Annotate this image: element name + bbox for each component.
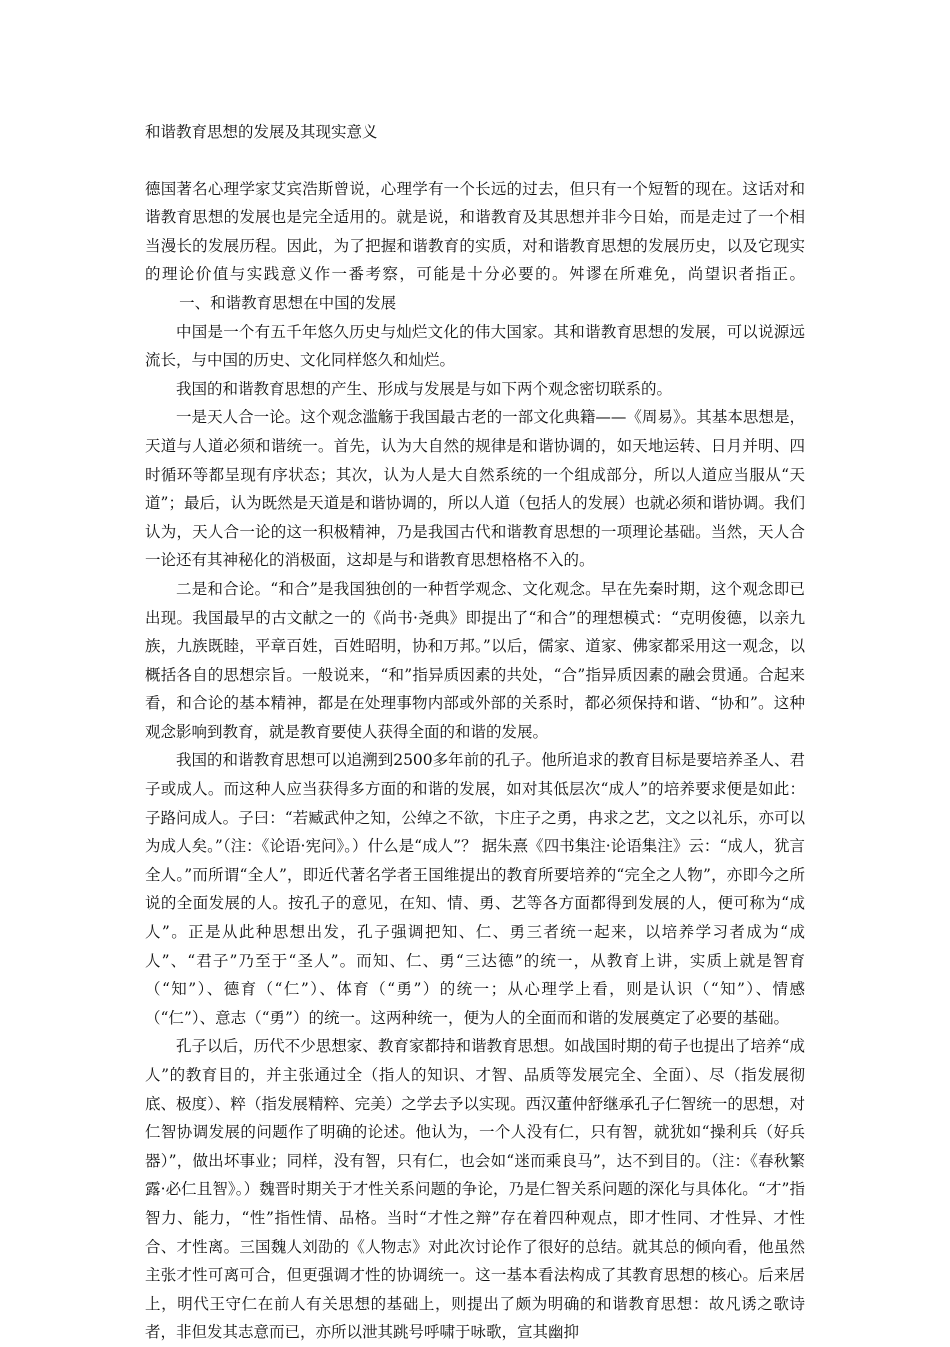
body-paragraph: 中国是一个有五千年悠久历史与灿烂文化的伟大国家。其和谐教育思想的发展，可以说源远流长，与中国的历史、文化同样悠久和灿烂。 bbox=[145, 322, 805, 370]
body-paragraph: 孔子以后，历代不少思想家、教育家都持和谐教育思想。如战国时期的荀子也提出了培养“成人”的教育目的，并主张通过全（指人的知识、才智、品质等发展完全、全面）、尽（指发展彻底、极度）、粹（指发展精粹、完美）之学去予以实现。西汉董仲舒继承孔子仁智统一的思想，对仁智协调发展的问题作了明确的论述。他认为，一个人没有仁，只有智，就犹如“操利兵（好兵器）”，做出坏事业；同样，没有智，只有仁，也会如“迷而乘良马”，达不到目的。（注：《春秋繁露·必仁且智》。）魏晋时期关于才性关系问题的争论，乃是仁智关系问题的深化与具体化。“才”指智力、能力，“性”指性情、品格。当时“才性之辩”存在着四种观点，即才性同、才性异、才性合、才性离。三国魏人刘劭的《人物志》对此次讨论作了很好的总结。就其总的倾向看，他虽然主张才性可离可合，但更强调才性的协调统一。这一基本看法构成了其教育思想的核心。后来居上，明代王守仁在前人有关思想的基础上，则提出了颇为明确的和谐教育思想：故凡诱之歌诗者，非但发其志意而已，亦所以泄其跳号呼啸于咏歌，宣其幽抑 bbox=[145, 1037, 805, 1342]
body-paragraph: 我国的和谐教育思想可以追溯到2500多年前的孔子。他所追求的教育目标是要培养圣人、君子或成人。而这种人应当获得多方面的和谐的发展，如对其低层次“成人”的培养要求便是如此：子路问成人。子曰：“若臧武仲之知，公绰之不欲，卞庄子之勇，冉求之艺，文之以礼乐，亦可以为成人矣。”（注：《论语·宪问》。）什么是“成人”？ 据朱熹《四书集注·论语集注》云：“成人，犹言全人。”而所谓“全人”，即近代著名学者王国维提出的教育所要培养的“完全之人物”，亦即今之所说的全面发展的人。按孔子的意见，在知、情、勇、艺等各方面都得到发展的人，便可称为“成人”。正是从此种思想出发，孔子强调把知、仁、勇三者统一起来，以培养学习者成为“成人”、“君子”乃至于“圣人”。而知、仁、勇“三达德”的统一，从教育上讲，实质上就是智育（“知”）、德育（“仁”）、体育（“勇”）的统一；从心理学上看，则是认识（“知”）、情感（“仁”）、意志（“勇”）的统一。这两种统一，便为人的全面而和谐的发展奠定了必要的基础。 bbox=[145, 751, 805, 1027]
intro-text: 德国著名心理学家艾宾浩斯曾说，心理学有一个长远的过去，但只有一个短暂的现在。这话对和谐教育思想的发展也是完全适用的。就是说，和谐教育及其思想并非今日始，而是走过了一个相当漫长的发展历程。因此，为了把握和谐教育的实质，对和谐教育思想的发展历史，以及它现实的理论价值与实践意义作一番考察，可能是十分必要的。舛谬在所难免，尚望识者指正。 bbox=[145, 179, 805, 284]
document-page bbox=[145, 118, 805, 1347]
intro-paragraph bbox=[145, 175, 805, 318]
body-paragraph: 一是天人合一论。这个观念滥觞于我国最古老的一部文化典籍——《周易》。其基本思想是，天道与人道必须和谐统一。首先，认为大自然的规律是和谐协调的，如天地运转、日月并明、四时循环等都呈现有序状态；其次，认为人是大自然系统的一个组成部分，所以人道应当服从“天道”；最后，认为既然是天道是和谐协调的，所以人道（包括人的发展）也就必须和谐协调。我们认为，天人合一论的这一积极精神，乃是我国古代和谐教育思想的一项理论基础。当然，天人合一论还有其神秘化的消极面，这却是与和谐教育思想格格不入的。 bbox=[145, 408, 805, 570]
document-title: 和谐教育思想的发展及其现实意义 bbox=[145, 123, 378, 141]
body-paragraph: 我国的和谐教育思想的产生、形成与发展是与如下两个观念密切联系的。 bbox=[176, 379, 673, 398]
section-heading: 一、和谐教育思想在中国的发展 bbox=[179, 293, 397, 312]
body-paragraph: 二是和合论。“和合”是我国独创的一种哲学观念、文化观念。早在先秦时期，这个观念即已出现。我国最早的古文献之一的《尚书·尧典》即提出了“和合”的理想模式：“克明俊德，以亲九族，九族既睦，平章百姓，百姓昭明，协和万邦。”以后，儒家、道家、佛家都采用这一观念，以概括各自的思想宗旨。一般说来，“和”指异质因素的共处，“合”指异质因素的融会贯通。合起来看，和合论的基本精神，都是在处理事物内部或外部的关系时，都必须保持和谐、“协和”。这种观念影响到教育，就是教育要使人获得全面的和谐的发展。 bbox=[145, 579, 805, 741]
